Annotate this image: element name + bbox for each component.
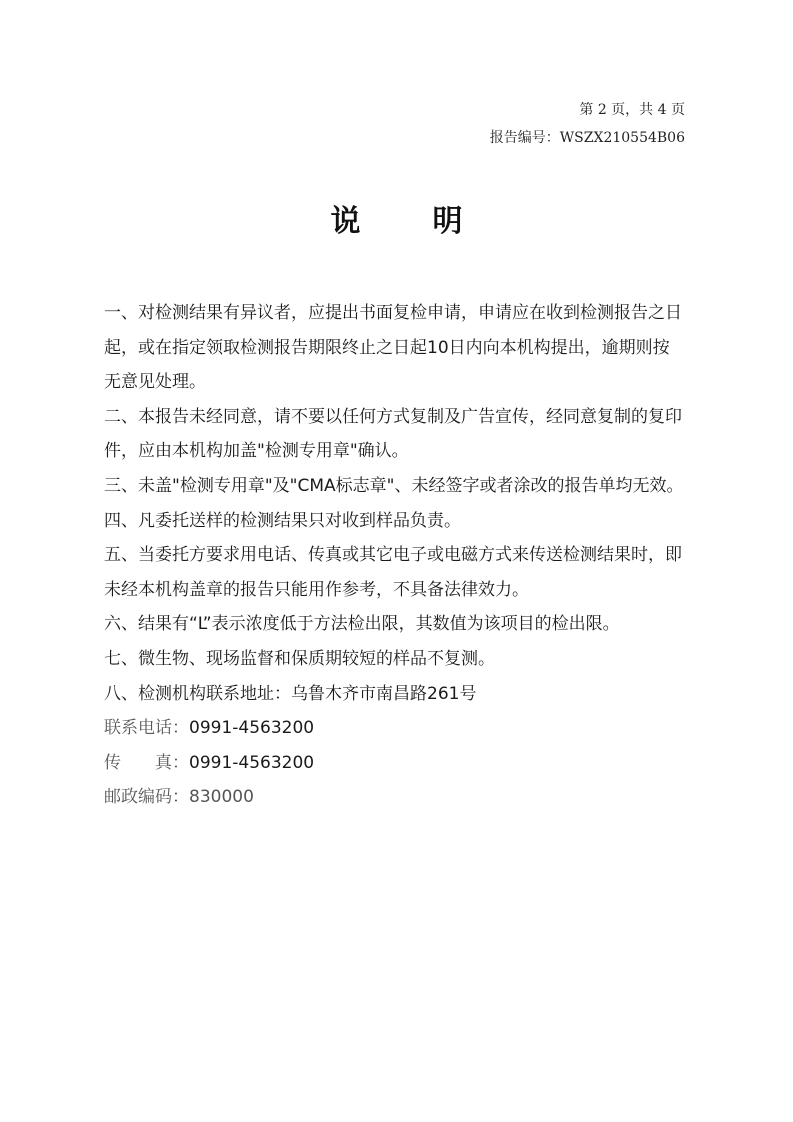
contact-postcode xyxy=(104,780,684,815)
note-4: 四、凡委托送样的检测结果只对收到样品负责。 xyxy=(104,510,461,531)
note-2: 二、本报告未经同意，请不要以任何方式复制及广告宣传，经同意复制的复印件，应由本机构加盖"检测专用章"确认。 xyxy=(104,406,682,462)
note-3: 三、未盖"检测专用章"及"CMA标志章"、未经签字或者涂改的报告单均无效。 xyxy=(104,475,684,496)
postcode-value: 830000 xyxy=(189,787,254,808)
postcode-label: 邮政编码： xyxy=(104,787,189,808)
report-number: 报告编号：WSZX210554B06 xyxy=(489,130,685,146)
note-6: 六、结果有“L”表示浓度低于方法检出限，其数值为该项目的检出限。 xyxy=(104,614,620,635)
note-8-address: 八、检测机构联系地址：乌鲁木齐市南昌路261号 xyxy=(104,683,477,704)
phone-label: 联系电话： xyxy=(104,718,189,739)
phone-number: 0991-4563200 xyxy=(189,718,315,739)
page-info: 第 2 页，共 4 页 xyxy=(579,102,685,118)
fax-label-part1: 传 xyxy=(104,752,121,773)
note-7: 七、微生物、现场监督和保质期较短的样品不复测。 xyxy=(104,648,495,669)
note-1: 一、对检测结果有异议者，应提出书面复检申请，申请应在收到检测报告之日起，或在指定领取检测报告期限终止之日起10日内向本机构提出，逾期则按无意见处理。 xyxy=(104,303,682,393)
fax-label-part2: 真： xyxy=(155,752,189,773)
page-header xyxy=(490,96,685,152)
fax-number: 0991-4563200 xyxy=(189,752,315,773)
note-5: 五、当委托方要求用电话、传真或其它电子或电磁方式来传送检测结果时，即未经本机构盖章的报告只能用作参考，不具备法律效力。 xyxy=(104,545,682,600)
page-title: 说明 xyxy=(330,204,535,239)
contact-fax xyxy=(104,746,684,781)
notes-body xyxy=(104,296,684,815)
contact-phone xyxy=(104,711,684,746)
